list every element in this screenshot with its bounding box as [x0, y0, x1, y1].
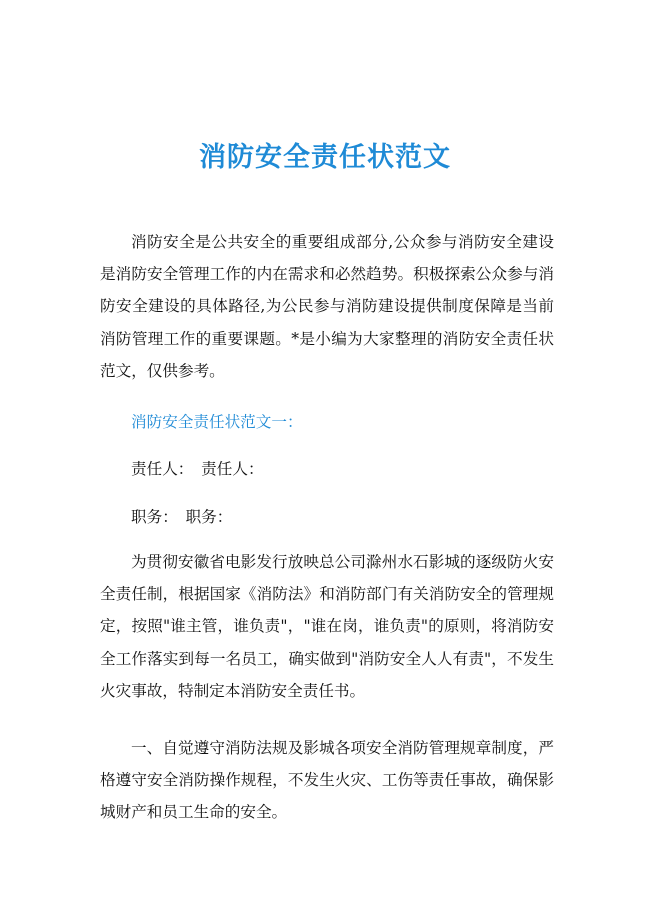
position-line: 职务： 职务： — [131, 508, 233, 526]
intro-paragraph: 消防安全是公共安全的重要组成部分,公众参与消防安全建设是消防安全管理工作的内在需求和必然趋势。积极探索公众参与消防安全建设的具体路径,为公民参与消防建设提供制度保障是当前消防管理工作的重要课题。*是小编为大家整理的消防安全责任状范文，仅供参考。 — [100, 233, 554, 380]
section-heading: 消防安全责任状范文一： — [131, 413, 303, 431]
responsibility-paragraph: 为贯彻安徽省电影发行放映总公司滁州水石影城的逐级防火安全责任制，根据国家《消防法》和消防部门有关消防安全的管理规定，按照"谁主管，谁负责"，"谁在岗，谁负责"的原则，将消防安全工作落实到每一名员工，确实做到"消防安全人人有责"，不发生火灾事故，特制定本消防安全责任书。 — [100, 553, 554, 700]
clause-one-paragraph: 一、自觉遵守消防法规及影城各项安全消防管理规章制度，严格遵守安全消防操作规程，不发生火灾、工伤等责任事故，确保影城财产和员工生命的安全。 — [100, 739, 554, 822]
responsible-person-line: 责任人： 责任人： — [131, 460, 264, 478]
document-title: 消防安全责任状范文 — [199, 142, 451, 173]
